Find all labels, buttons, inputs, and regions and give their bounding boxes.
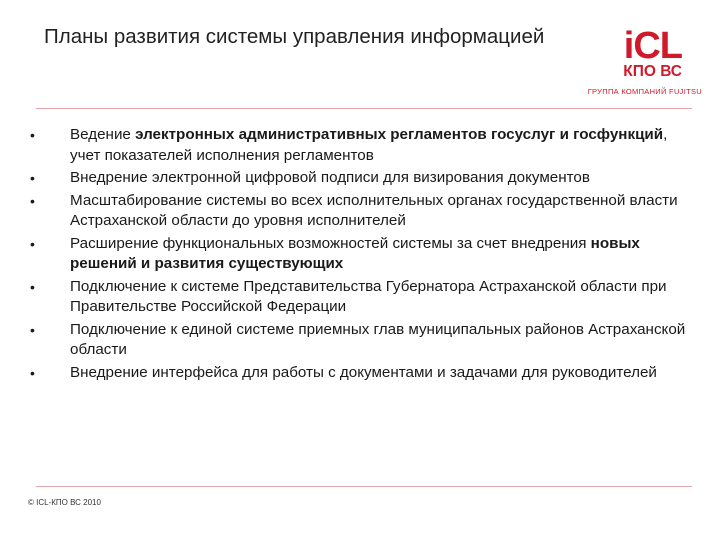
bottom-divider: [36, 486, 692, 487]
bullet-text: Масштабирование системы во всех исполнительных органах государственной власти Астраханской области до уровня исполнителей: [70, 191, 678, 229]
bullet-text: Внедрение электронной цифровой подписи для визирования документов: [70, 169, 590, 186]
bullet-item: [30, 168, 690, 189]
top-divider: [36, 108, 692, 109]
company-logo: [556, 25, 702, 98]
bullet-item: [30, 125, 690, 166]
bullet-item: [30, 320, 690, 361]
bullet-item: [30, 277, 690, 318]
logo-caption: ГРУППА КОМПАНИЙ FUJITSU: [587, 87, 702, 96]
logo-icl-mark: iCL: [623, 25, 682, 67]
bullet-text: Ведение: [70, 126, 136, 143]
bullet-text: Подключение к системе Представительства Губернатора Астраханской области при Правительстве Российской Федерации: [70, 277, 667, 315]
bullet-text: Внедрение интерфейса для работы с документами и задачами для руководителей: [70, 363, 657, 381]
logo-kpo-text: КПО ВС: [623, 63, 682, 80]
bullet-item: [30, 363, 690, 384]
bullet-list: [30, 125, 690, 385]
slide-title: Планы развития системы управления информацией: [44, 25, 545, 48]
bullet-text-bold: электронных административных регламентов госуслуг и госфункций: [135, 126, 664, 143]
bullet-item: [30, 191, 690, 232]
footer-copyright: © ICL-КПО ВС 2010: [28, 498, 101, 507]
bullet-text: , учет показателей исполнения регламентов: [70, 126, 668, 164]
bullet-text: Расширение функциональных возможностей системы за счет внедрения: [70, 234, 591, 252]
bullet-text-bold: новых решений и развития существующих: [70, 234, 640, 272]
bullet-text: Подключение к единой системе приемных глав муниципальных районов Астраханской области: [70, 320, 686, 358]
bullet-item: [30, 234, 690, 275]
